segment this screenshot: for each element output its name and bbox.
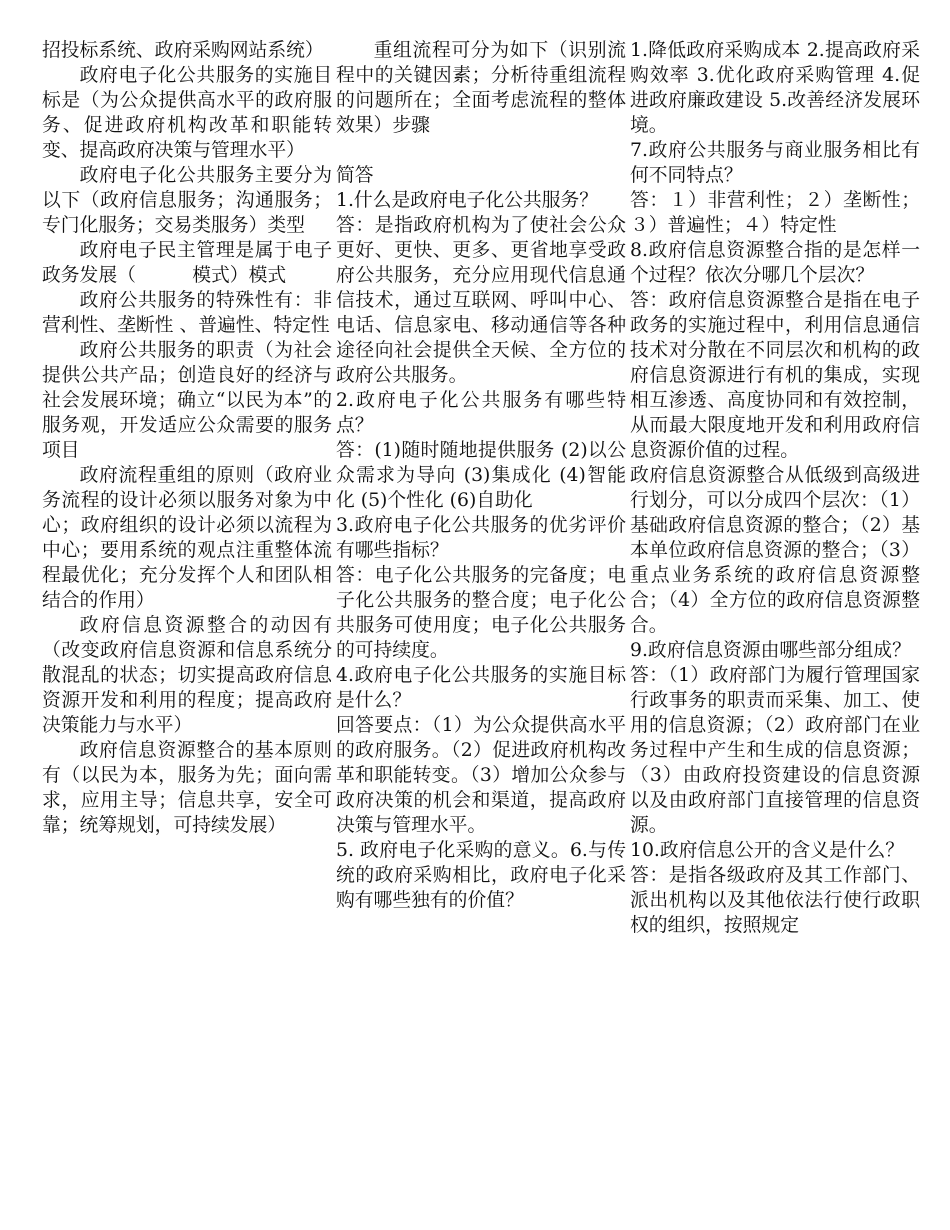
paragraph: 政府流程重组的原则（政府业务流程的设计必须以服务对象为中心；政府组织的设计必须以流程为中心；要用系统的观点注重整体流程最优化；充分发挥个人和团队相结合的作用） [42, 465, 332, 611]
paragraph: 9.政府信息资源由哪些部分组成？ [630, 640, 911, 661]
paragraph: 1.降低政府采购成本 2.提高政府采购效率 3.优化政府采购管理 4.促进政府廉政建设 5.改善经济发展环境。 [630, 40, 920, 136]
paragraph: 回答要点：（1）为公众提供高水平的政府服务。（2）促进政府机构改革和职能转变。（3）增加公众参与政府决策的机会和渠道，提高政府决策与管理水平。 [336, 715, 626, 836]
paragraph: 答：电子化公共服务的完备度；电子化公共服务的整合度；电子化公共服务可使用度；电子化公共服务的可持续度。 [336, 565, 626, 661]
paragraph: 政府电子民主管理是属于电子政务发展（ 模式）模式 [42, 240, 332, 286]
paragraph: 答：１）非营利性；２）垄断性；３）普遍性；４）特定性 [630, 190, 920, 236]
paragraph: 政府信息资源整合从低级到高级进行划分，可以分成四个层次：（1）基础政府信息资源的整合；（2）基本单位政府信息资源的整合；（3）重点业务系统的政府信息资源整合；（4）全方位的政府信息资源整合。 [630, 465, 920, 636]
paragraph: 答：政府信息资源整合是指在电子政务的实施过程中，利用信息通信技术对分散在不同层次和机构的政府信息资源进行有机的集成，实现相互渗透、高度协同和有效控制，从而最大限度地开发和利用政府信息资源价值的过程。 [630, 290, 920, 461]
paragraph: 5. 政府电子化采购的意义。6.与传统的政府采购相比，政府电子化采购有哪些独有的价值？ [336, 840, 626, 911]
paragraph: 政府公共服务的特殊性有：非营利性、垄断性 、普遍性、特定性 [42, 290, 332, 336]
blank-line [336, 138, 626, 163]
paragraph: 7.政府公共服务与商业服务相比有何不同特点？ [630, 140, 920, 186]
column-right [630, 38, 920, 938]
paragraph: 10.政府信息公开的含义是什么？ [630, 840, 905, 861]
paragraph: 1.什么是政府电子化公共服务？ [336, 190, 599, 211]
paragraph: 招投标系统、政府采购网站系统） [42, 40, 324, 61]
paragraph: 8.政府信息资源整合指的是怎样一个过程？依次分哪几个层次？ [630, 240, 920, 286]
paragraph: 答：（1）政府部门为履行管理国家行政事务的职责而采集、加工、使用的信息资源；（2）政府部门在业务过程中产生和生成的信息资源；（3）由政府投资建设的信息资源以及由政府部门直接管理的信息资源。 [630, 665, 920, 836]
paragraph: 政府信息资源整合的基本原则有（以民为本，服务为先；面向需求，应用主导；信息共享，安全可靠；统筹规划，可持续发展） [42, 740, 332, 836]
paragraph: 2.政府电子化公共服务有哪些特点？ [336, 390, 626, 436]
column-middle [336, 38, 626, 913]
column-left [42, 38, 332, 838]
paragraph: 政府公共服务的职责（为社会提供公共产品；创造良好的经济与社会发展环境；确立“以民为本”的服务观，开发适应公众需要的服务项目 [42, 340, 332, 461]
paragraph: 答：是指政府机构为了使社会公众更好、更快、更多、更省地享受政府公共服务，充分应用现代信息通信技术，通过互联网、呼叫中心、电话、信息家电、移动通信等各种途径向社会提供全天候、全方位的政府公共服务。 [336, 215, 626, 386]
paragraph: 3.政府电子化公共服务的优劣评价有哪些指标？ [336, 515, 626, 561]
paragraph: 答：(1)随时随地提供服务 (2)以公众需求为导向 (3)集成化 (4)智能化 (5)个性化 (6)自助化 [336, 440, 626, 511]
paragraph: 政府电子化公共服务主要分为以下（政府信息服务；沟通服务；专门化服务；交易类服务）类型 [42, 165, 332, 236]
paragraph: 政府电子化公共服务的实施目标是（为公众提供高水平的政府服务、促进政府机构改革和职能转变、提高政府决策与管理水平） [42, 65, 332, 161]
paragraph: 政府信息资源整合的动因有（改变政府信息资源和信息系统分散混乱的状态；切实提高政府信息资源开发和利用的程度；提高政府决策能力与水平） [42, 615, 332, 736]
paragraph: 重组流程可分为如下（识别流程中的关键因素；分析待重组流程的问题所在；全面考虑流程的整体效果）步骤 [336, 40, 626, 136]
paragraph: 简答 [336, 165, 374, 186]
paragraph: 4.政府电子化公共服务的实施目标是什么？ [336, 665, 626, 711]
paragraph: 答：是指各级政府及其工作部门、派出机构以及其他依法行使行政职权的组织，按照规定 [630, 865, 920, 936]
